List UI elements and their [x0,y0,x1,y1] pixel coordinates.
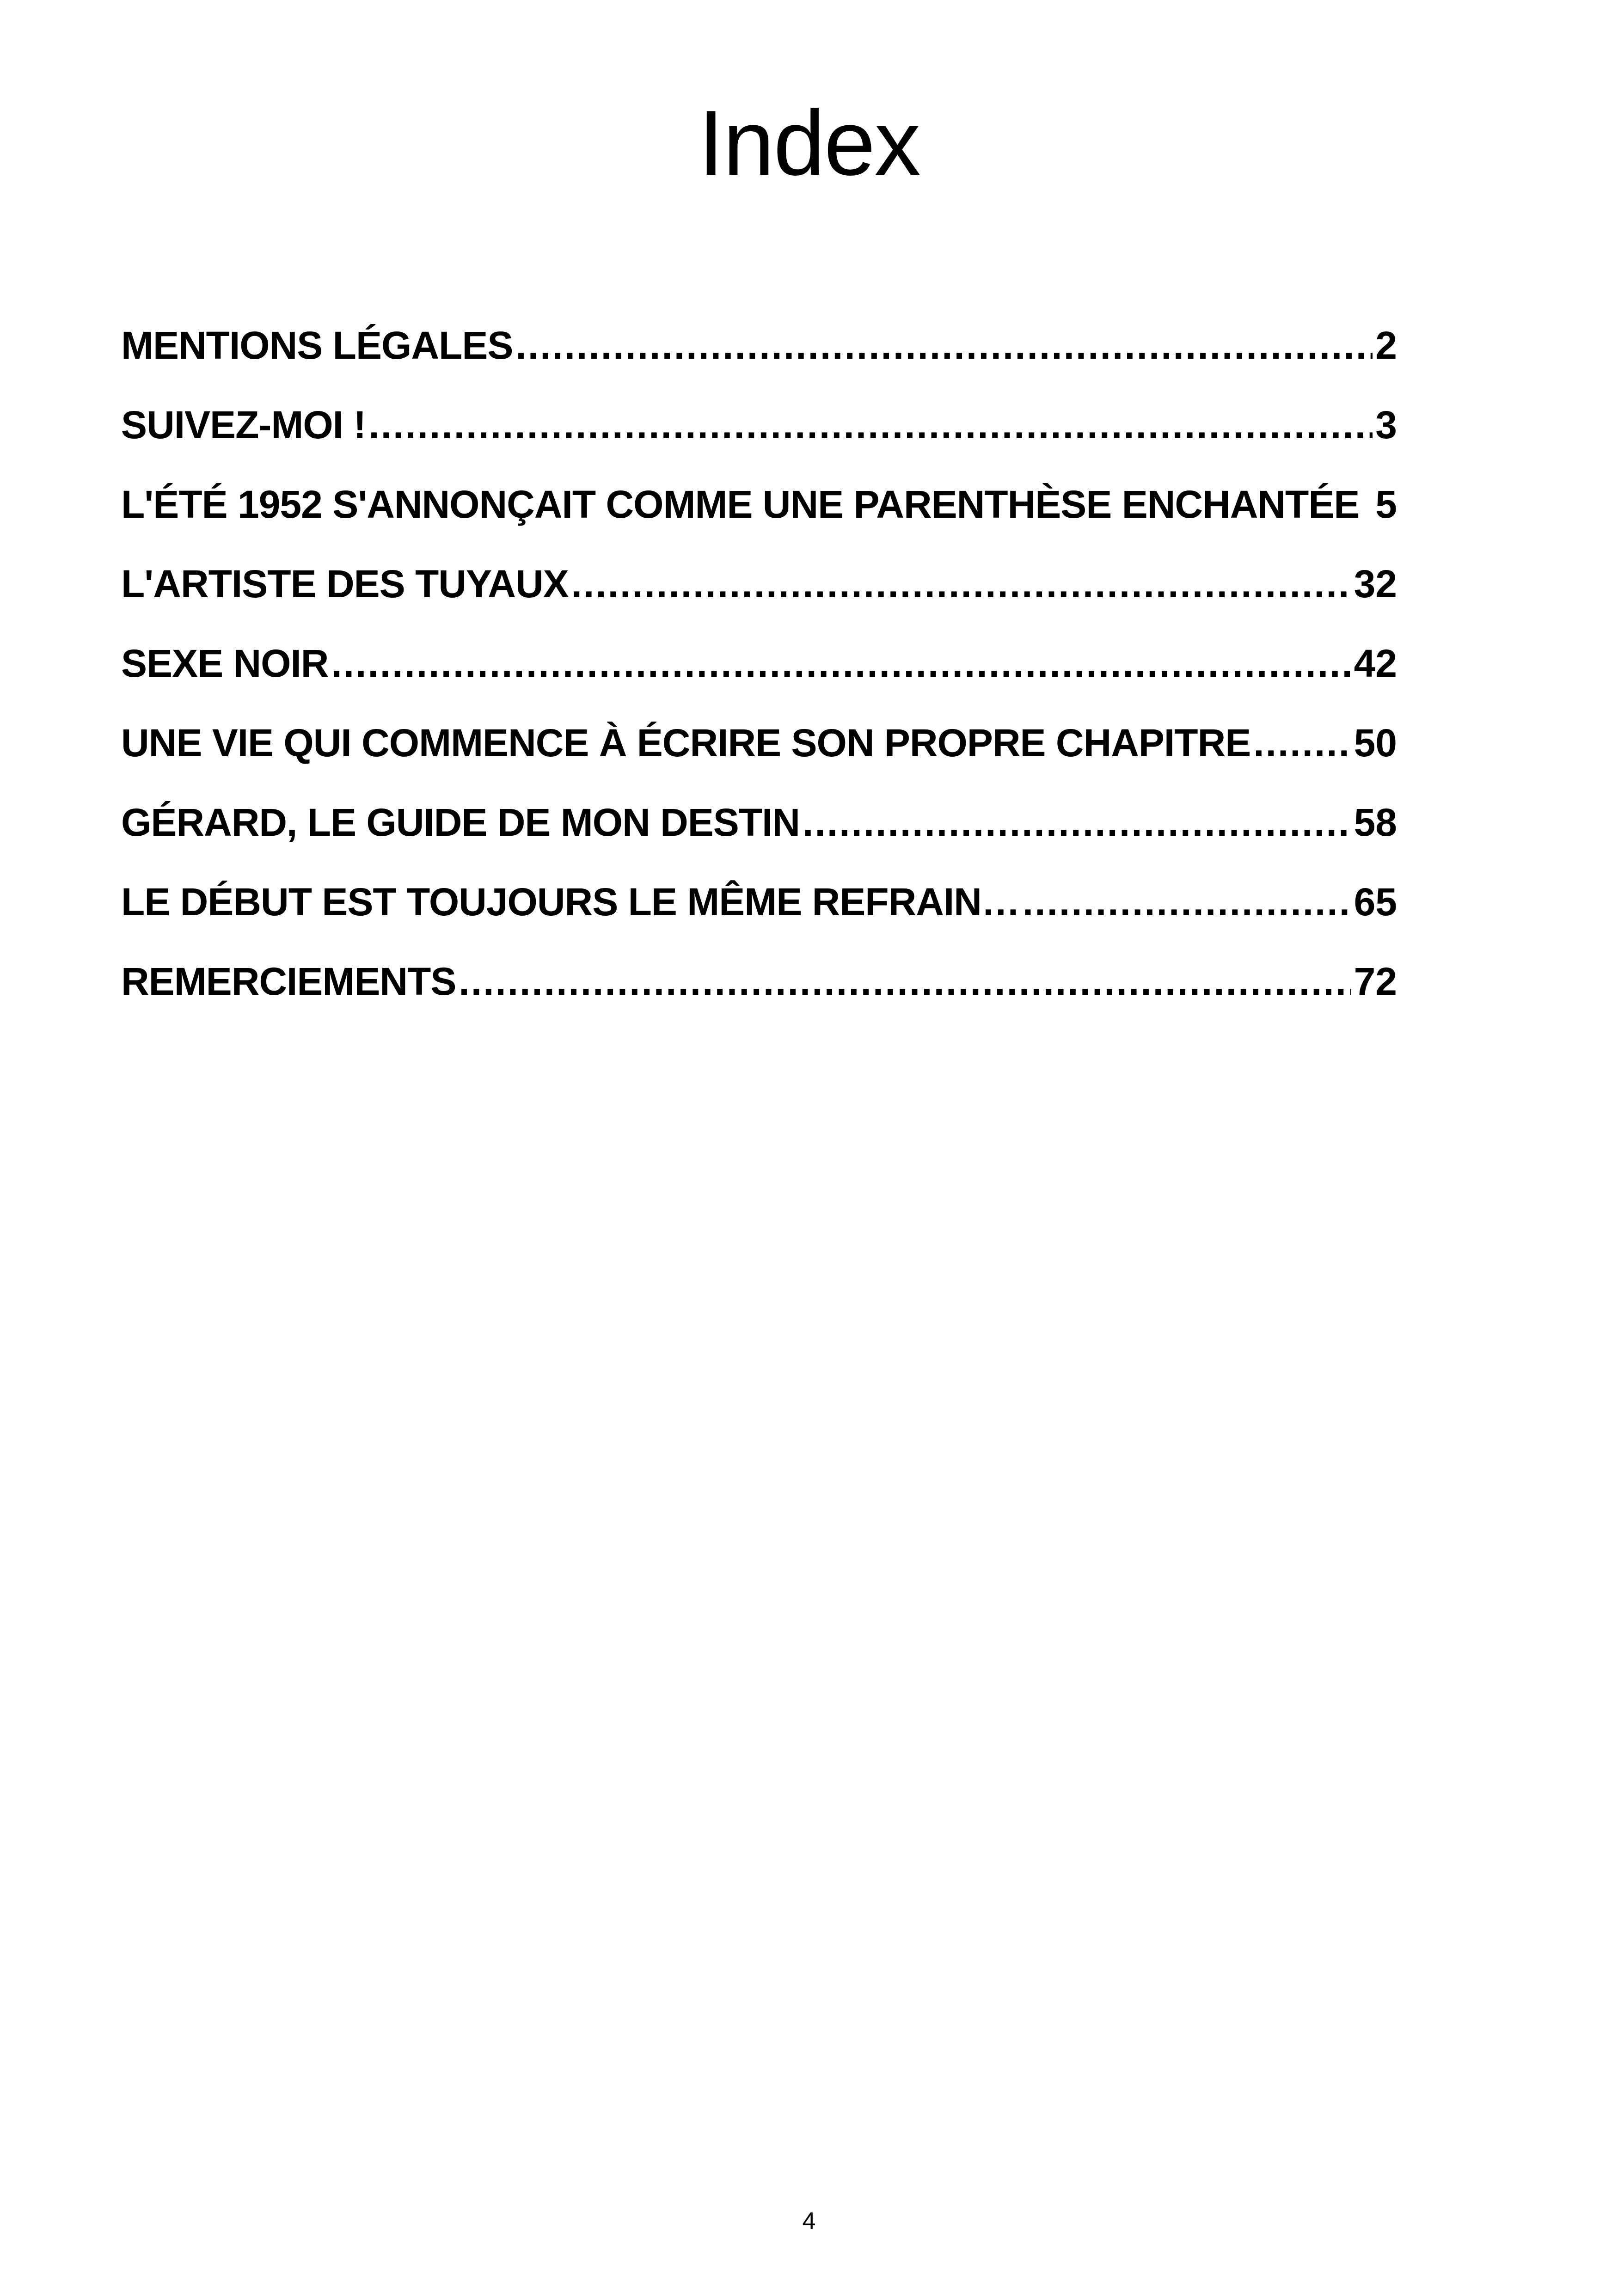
toc-entry-page: 32 [1354,562,1397,606]
toc-entry-title: SEXE NOIR [121,642,329,685]
toc-entry-artiste-des-tuyaux[interactable] [121,549,1397,629]
toc-entry-page: 72 [1354,960,1397,1003]
dot-leader [331,629,1351,698]
dot-leader [1253,708,1351,778]
toc-entry-title: LE DÉBUT EST TOUJOURS LE MÊME REFRAIN… [121,880,1020,924]
toc-entry-title: L'ÉTÉ 1952 S'ANNONÇAIT COMME UNE PARENTHÈSE ENCHANTÉE [121,483,1360,526]
table-of-contents [121,311,1397,1026]
dot-leader [571,549,1351,618]
toc-entry-page: 5 [1375,483,1397,526]
toc-entry-page: 3 [1375,403,1397,447]
page-number: 4 [802,2208,816,2235]
toc-entry-page: 2 [1375,324,1397,367]
toc-entry-title: MENTIONS LÉGALES [121,324,513,367]
toc-entry-page: 65 [1354,880,1397,924]
toc-entry-title: GÉRARD, LE GUIDE DE MON DESTIN [121,801,800,844]
toc-entry-title: L'ARTISTE DES TUYAUX [121,562,569,606]
toc-entry-suivez-moi[interactable] [121,390,1397,470]
toc-entry-page: 50 [1354,721,1397,765]
toc-entry-ete-1952[interactable] [121,470,1397,549]
toc-entry-sexe-noir[interactable] [121,629,1397,708]
toc-entry-page: 42 [1354,642,1397,685]
dot-leader [1023,867,1351,937]
toc-entry-title: SUIVEZ-MOI ! [121,403,366,447]
toc-entry-title: UNE VIE QUI COMMENCE À ÉCRIRE SON PROPRE CHAPITRE [121,721,1251,765]
dot-leader [459,947,1351,1016]
dot-leader [803,788,1351,857]
page-title: Index [698,92,920,195]
toc-entry-mentions-legales[interactable] [121,311,1397,390]
dot-leader [515,311,1373,380]
toc-entry-une-vie[interactable] [121,708,1397,788]
dot-leader [368,390,1373,459]
toc-entry-title: REMERCIEMENTS [121,960,456,1003]
toc-entry-remerciements[interactable] [121,947,1397,1026]
toc-entry-gerard[interactable] [121,788,1397,867]
toc-entry-le-debut[interactable] [121,867,1397,947]
toc-entry-page: 58 [1354,801,1397,844]
